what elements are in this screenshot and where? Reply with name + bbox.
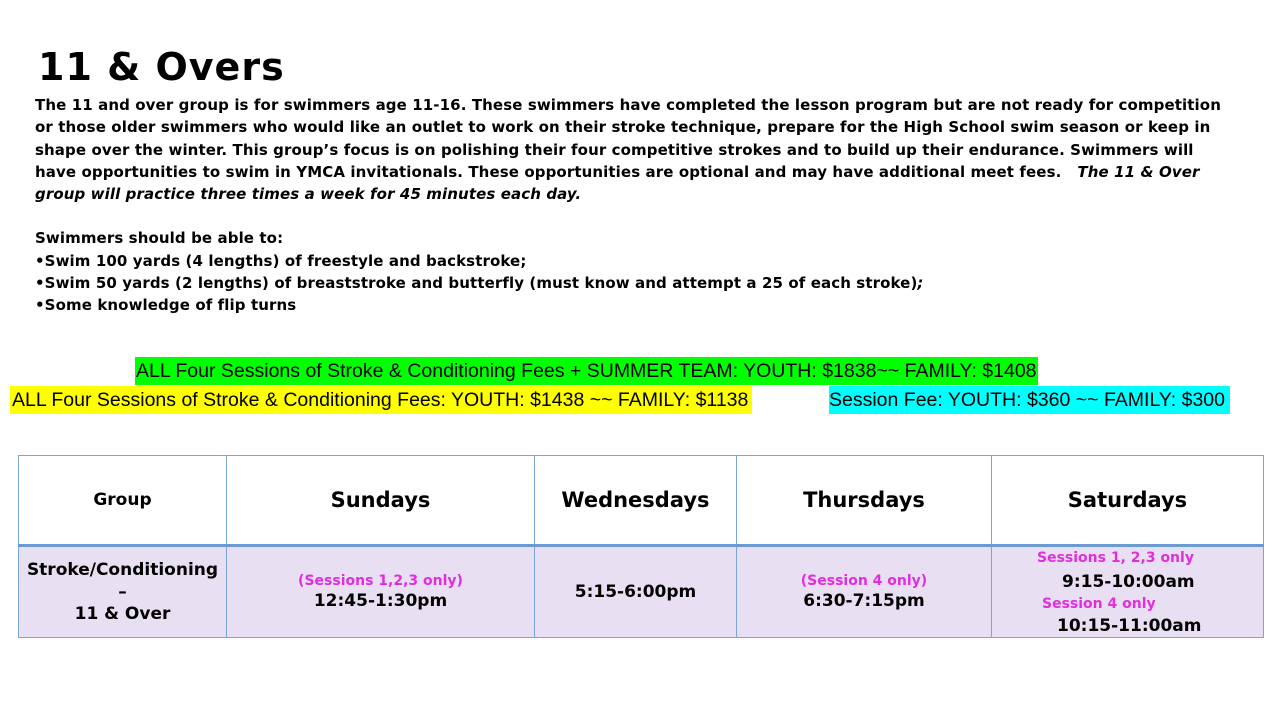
intro-section <box>35 94 1235 317</box>
cell-group <box>19 546 227 638</box>
fee-session: Session Fee: YOUTH: $360 ~~ FAMILY: $300 <box>829 386 1230 414</box>
saturday-note-1: Sessions 1, 2,3 only <box>1037 550 1194 566</box>
table-row <box>19 546 1264 638</box>
ability-item-suffix: ; <box>917 274 924 293</box>
schedule-table <box>18 455 1264 638</box>
intro-text: The 11 and over group is for swimmers age 11-16. These swimmers have completed the lesson program but are not ready for competition or those older swimmers who would like an outlet to work on their stroke technique, prepare for the High School swim season or keep in shape over the winter. This group’s focus is on polishing their four competitive strokes and to build up their endurance. Swimmers will have opportunities to swim in YMCA invitationals. These opportunities are optional and may have additional meet fees. <box>35 96 1221 181</box>
practice-note: The 11 & Over group will practice three times a week for 45 minutes each day. <box>35 162 1200 204</box>
ability-item: •Some knowledge of flip turns <box>35 296 297 315</box>
group-name-line2: 11 & Over <box>74 604 171 624</box>
ability-item: •Swim 100 yards (4 lengths) of freestyle and backstroke; <box>35 251 527 270</box>
schedule-header-row <box>19 456 1264 546</box>
fee-all-sessions: ALL Four Sessions of Stroke & Conditioning Fees: YOUTH: $1438 ~~ FAMILY: $1138 <box>10 386 752 414</box>
header-sundays: Sundays <box>227 456 535 546</box>
cell-thursday <box>737 546 992 638</box>
wednesday-time: 5:15-6:00pm <box>574 582 697 602</box>
fee-summer-team: ALL Four Sessions of Stroke & Conditioning Fees + SUMMER TEAM: YOUTH: $1838~~ FAMILY: $1408 <box>135 357 1038 385</box>
header-group: Group <box>19 456 227 546</box>
sunday-time: 12:45-1:30pm <box>313 591 448 611</box>
group-name-line1: Stroke/Conditioning – <box>26 560 219 602</box>
page-title: 11 & Overs <box>38 45 285 89</box>
intro-paragraph <box>35 94 1235 205</box>
cell-sunday <box>227 546 535 638</box>
header-wednesdays: Wednesdays <box>535 456 737 546</box>
saturday-note-2: Session 4 only <box>1042 596 1156 612</box>
header-saturdays: Saturdays <box>992 456 1264 546</box>
header-thursdays: Thursdays <box>737 456 992 546</box>
saturday-time-2: 10:15-11:00am <box>1057 616 1202 636</box>
thursday-time: 6:30-7:15pm <box>803 591 925 611</box>
thursday-note: (Session 4 only) <box>800 573 928 589</box>
cell-wednesday <box>535 546 737 638</box>
cell-saturday <box>992 546 1264 638</box>
ability-item <box>35 272 1235 294</box>
abilities-heading: Swimmers should be able to: <box>35 229 284 248</box>
saturday-time-1: 9:15-10:00am <box>1062 572 1195 592</box>
ability-item-text: •Swim 50 yards (2 lengths) of breaststroke and butterfly (must know and attempt a 25 of each stroke) <box>35 274 918 293</box>
sunday-note: (Sessions 1,2,3 only) <box>298 573 463 589</box>
